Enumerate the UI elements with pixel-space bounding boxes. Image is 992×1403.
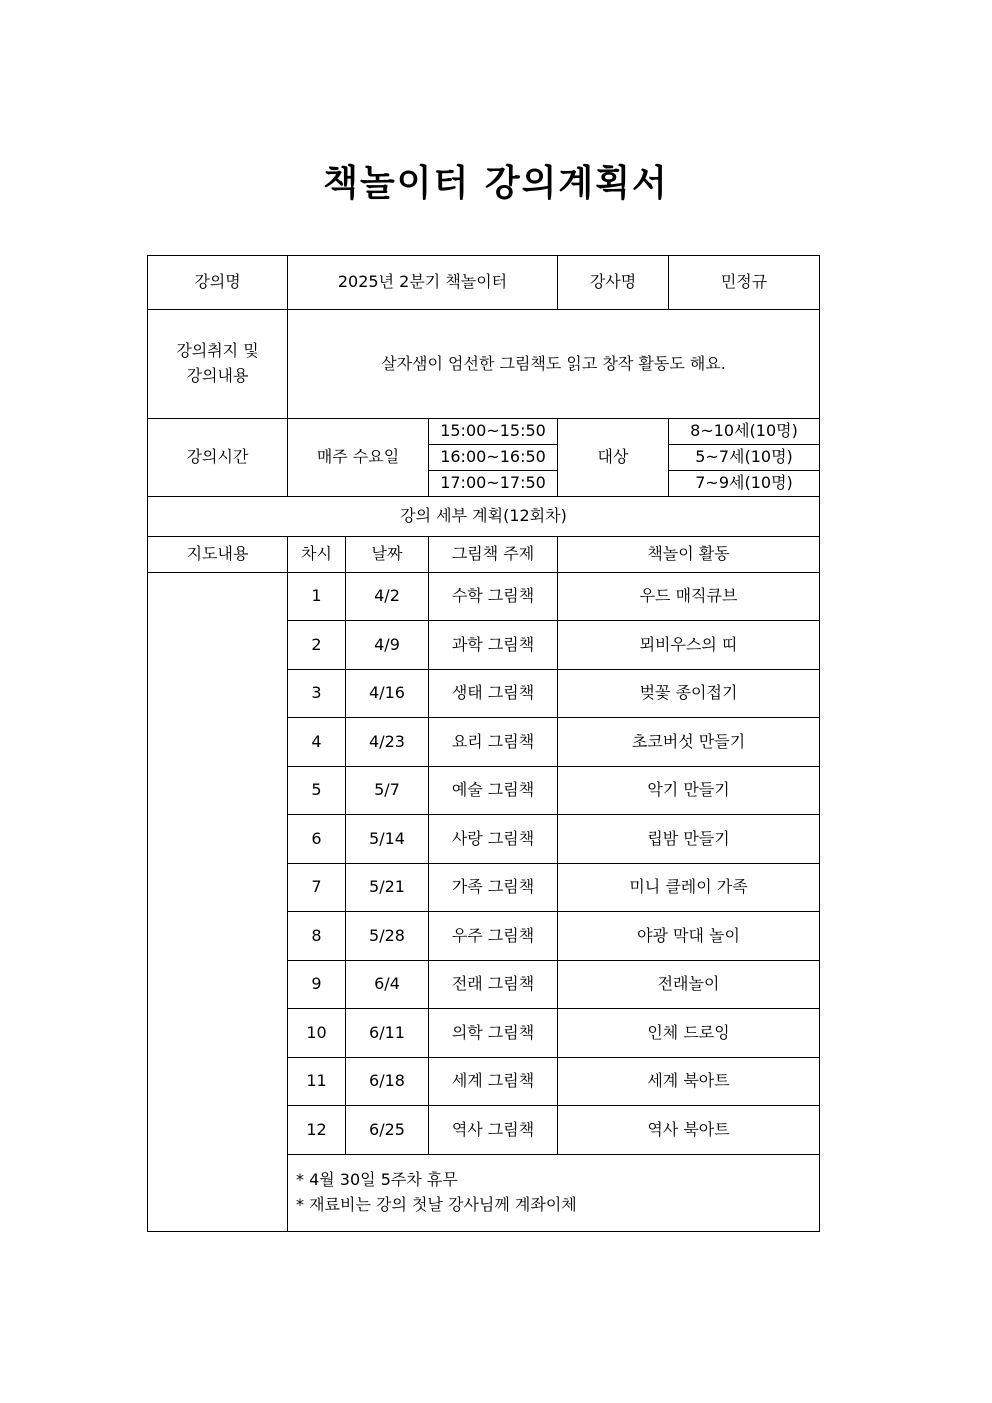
session-number: 5 bbox=[288, 767, 346, 815]
session-number: 3 bbox=[288, 670, 346, 718]
column-header-theme: 그림책 주제 bbox=[429, 537, 558, 573]
course-label: 강의명 bbox=[148, 256, 288, 310]
column-header-row bbox=[148, 537, 820, 573]
session-row bbox=[148, 573, 820, 621]
page-title: 책놀이터 강의계획서 bbox=[323, 163, 669, 204]
session-date: 5/28 bbox=[346, 912, 429, 961]
session-activity: 악기 만들기 bbox=[558, 767, 820, 815]
target-value: 8~10세(10명) bbox=[669, 419, 820, 445]
session-theme: 의학 그림책 bbox=[429, 1009, 558, 1058]
column-header-session: 차시 bbox=[288, 537, 346, 573]
column-header-date: 날짜 bbox=[346, 537, 429, 573]
course-row bbox=[148, 256, 820, 310]
session-number: 8 bbox=[288, 912, 346, 961]
session-activity: 초코버섯 만들기 bbox=[558, 718, 820, 767]
session-theme: 과학 그림책 bbox=[429, 621, 558, 670]
session-activity: 벚꽃 종이접기 bbox=[558, 670, 820, 718]
session-theme: 사랑 그림책 bbox=[429, 815, 558, 864]
session-number: 1 bbox=[288, 573, 346, 621]
session-date: 6/18 bbox=[346, 1058, 429, 1106]
instructor-value: 민정규 bbox=[669, 256, 820, 310]
session-theme: 우주 그림책 bbox=[429, 912, 558, 961]
session-activity: 미니 클레이 가족 bbox=[558, 864, 820, 912]
session-date: 6/4 bbox=[346, 961, 429, 1009]
session-theme: 요리 그림책 bbox=[429, 718, 558, 767]
session-date: 5/7 bbox=[346, 767, 429, 815]
session-number: 4 bbox=[288, 718, 346, 767]
time-day: 매주 수요일 bbox=[288, 419, 429, 497]
session-theme: 생태 그림책 bbox=[429, 670, 558, 718]
detail-title: 강의 세부 계획(12회차) bbox=[148, 497, 820, 537]
target-label: 대상 bbox=[558, 419, 669, 497]
purpose-row bbox=[148, 310, 820, 419]
session-number: 12 bbox=[288, 1106, 346, 1155]
note-material-fee: * 재료비는 강의 첫날 강사님께 계좌이체 bbox=[296, 1195, 577, 1214]
session-theme: 가족 그림책 bbox=[429, 864, 558, 912]
session-date: 4/23 bbox=[346, 718, 429, 767]
detail-title-row bbox=[148, 497, 820, 537]
course-value: 2025년 2분기 책놀이터 bbox=[288, 256, 558, 310]
session-activity: 야광 막대 놀이 bbox=[558, 912, 820, 961]
session-date: 4/16 bbox=[346, 670, 429, 718]
time-label: 강의시간 bbox=[148, 419, 288, 497]
session-activity: 뫼비우스의 띠 bbox=[558, 621, 820, 670]
session-activity: 세계 북아트 bbox=[558, 1058, 820, 1106]
session-number: 7 bbox=[288, 864, 346, 912]
target-value: 7~9세(10명) bbox=[669, 471, 820, 497]
session-theme: 세계 그림책 bbox=[429, 1058, 558, 1106]
session-theme: 전래 그림책 bbox=[429, 961, 558, 1009]
purpose-label-line1: 강의취지 및 bbox=[176, 341, 259, 361]
guide-content-cell bbox=[148, 573, 288, 1232]
session-theme: 예술 그림책 bbox=[429, 767, 558, 815]
session-date: 5/21 bbox=[346, 864, 429, 912]
session-theme: 역사 그림책 bbox=[429, 1106, 558, 1155]
instructor-label: 강사명 bbox=[558, 256, 669, 310]
session-date: 5/14 bbox=[346, 815, 429, 864]
time-slot: 17:00~17:50 bbox=[429, 471, 558, 497]
session-activity: 전래놀이 bbox=[558, 961, 820, 1009]
purpose-value: 살자샘이 엄선한 그림책도 읽고 창작 활동도 해요. bbox=[288, 310, 820, 419]
session-theme: 수학 그림책 bbox=[429, 573, 558, 621]
session-date: 4/2 bbox=[346, 573, 429, 621]
column-header-activity: 책놀이 활동 bbox=[558, 537, 820, 573]
session-number: 2 bbox=[288, 621, 346, 670]
session-date: 6/11 bbox=[346, 1009, 429, 1058]
session-number: 10 bbox=[288, 1009, 346, 1058]
notes-cell bbox=[288, 1155, 820, 1232]
time-slot: 16:00~16:50 bbox=[429, 445, 558, 471]
purpose-label bbox=[148, 310, 288, 419]
session-date: 6/25 bbox=[346, 1106, 429, 1155]
session-number: 6 bbox=[288, 815, 346, 864]
note-holiday: * 4월 30일 5주차 휴무 bbox=[296, 1170, 458, 1190]
session-activity: 립밤 만들기 bbox=[558, 815, 820, 864]
session-number: 9 bbox=[288, 961, 346, 1009]
target-value: 5~7세(10명) bbox=[669, 445, 820, 471]
session-date: 4/9 bbox=[346, 621, 429, 670]
session-number: 11 bbox=[288, 1058, 346, 1106]
time-slot: 15:00~15:50 bbox=[429, 419, 558, 445]
lecture-plan-table bbox=[147, 255, 820, 1232]
column-header-guide: 지도내용 bbox=[148, 537, 288, 573]
session-activity: 우드 매직큐브 bbox=[558, 573, 820, 621]
session-activity: 인체 드로잉 bbox=[558, 1009, 820, 1058]
purpose-label-line2: 강의내용 bbox=[186, 366, 249, 385]
session-activity: 역사 북아트 bbox=[558, 1106, 820, 1155]
time-row bbox=[148, 419, 820, 445]
